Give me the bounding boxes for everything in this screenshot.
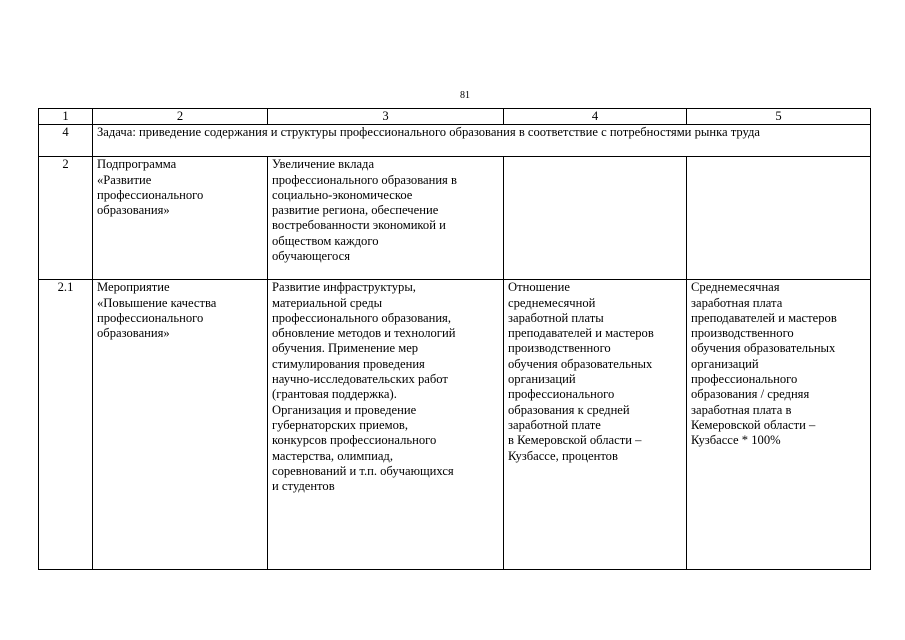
measure-description: Развитие инфраструктуры, материальной среды профессионального образования, обновление методов и технологий обучения. Применение мер стимулирования проведения научно-исследовательских работ (грантовая поддержка). Организация и проведение губернаторских приемов, конкурсов профессионального мастерства, олимпиад, соревнований и т.п. обучающихся и студентов <box>268 280 504 570</box>
column-number-3: 3 <box>268 109 504 125</box>
column-number-4: 4 <box>504 109 687 125</box>
program-table <box>38 108 871 570</box>
task-text: Задача: приведение содержания и структуры профессионального образования в соответствие с потребностями рынка труда <box>93 125 871 157</box>
task-row <box>39 125 871 157</box>
table-header-row <box>39 109 871 125</box>
page-number: 81 <box>460 90 470 101</box>
measure-name: Мероприятие «Повышение качества профессионального образования» <box>93 280 268 570</box>
subprogram-goal: Увеличение вклада профессионального образования в социально-экономическое развитие региона, обеспечение востребованности экономикой и обществом каждого обучающегося <box>268 157 504 280</box>
task-number: 4 <box>39 125 93 157</box>
measure-method: Среднемесячная заработная плата преподавателей и мастеров производственного обучения образовательных организаций профессионального образования / средняя заработная плата в Кемеровской области – Кузбассе * 100% <box>687 280 871 570</box>
measure-row <box>39 280 871 570</box>
subprogram-number: 2 <box>39 157 93 280</box>
column-number-2: 2 <box>93 109 268 125</box>
subprogram-row <box>39 157 871 280</box>
column-number-5: 5 <box>687 109 871 125</box>
subprogram-method <box>687 157 871 280</box>
subprogram-indicator <box>504 157 687 280</box>
column-number-1: 1 <box>39 109 93 125</box>
subprogram-name: Подпрограмма «Развитие профессионального образования» <box>93 157 268 280</box>
measure-number: 2.1 <box>39 280 93 570</box>
measure-indicator: Отношение среднемесячной заработной платы преподавателей и мастеров производственного обучения образовательных организаций профессионального образования к средней заработной плате в Кемеровской области – Кузбассе, процентов <box>504 280 687 570</box>
